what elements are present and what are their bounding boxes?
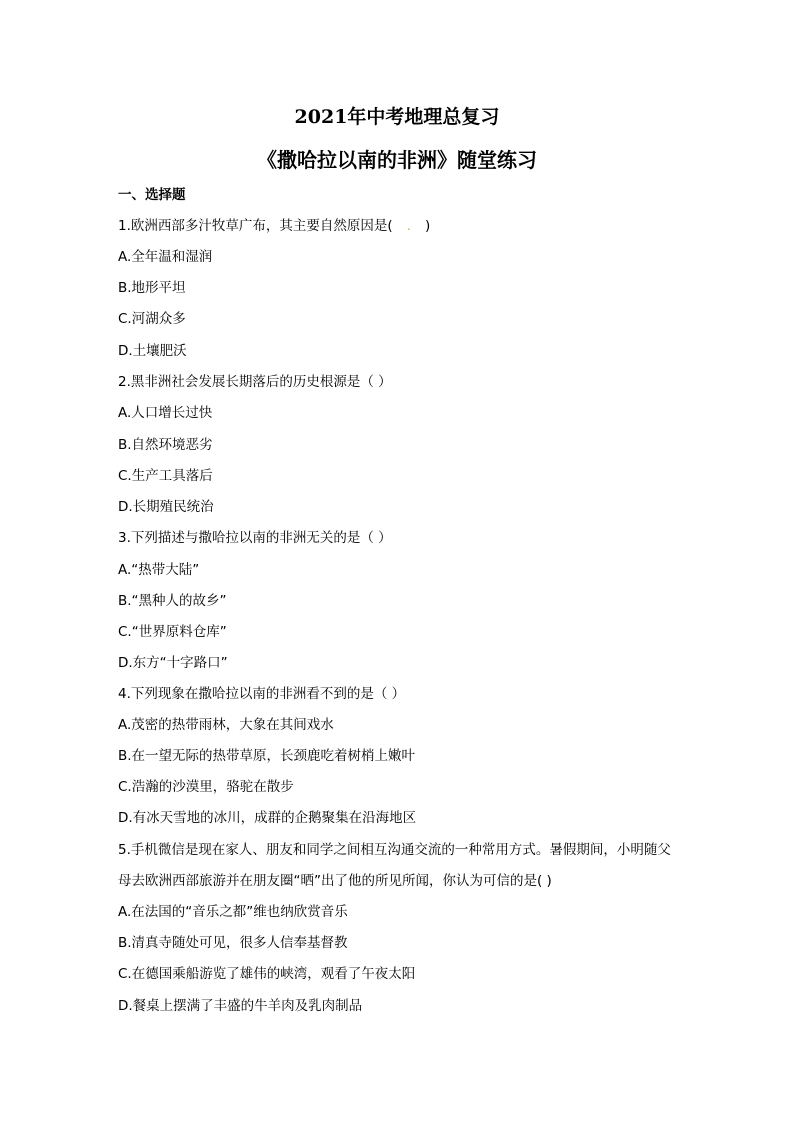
question-4-option-d: D.有冰天雪地的冰川，成群的企鹅聚集在沿海地区 xyxy=(118,810,417,826)
question-1-stem-end: ) xyxy=(424,218,431,234)
question-5-option-d: D.餐桌上摆满了丰盛的牛羊肉及乳肉制品 xyxy=(118,998,363,1014)
question-3-option-a: A.“热带大陆” xyxy=(118,562,200,578)
question-5-option-a: A.在法国的“音乐之都”维也纳欣赏音乐 xyxy=(118,904,348,920)
section-heading: 一、选择题 xyxy=(118,187,186,203)
question-3-option-d: D.东方“十字路口” xyxy=(118,655,228,671)
question-2-option-c: C.生产工具落后 xyxy=(118,468,213,484)
question-1-option-c: C.河湖众多 xyxy=(118,311,186,327)
question-1-option-a: A.全年温和湿润 xyxy=(118,249,213,265)
question-3-stem: 3.下列描述与撒哈拉以南的非洲无关的是（ ） xyxy=(118,530,392,546)
document-subtitle: 《撒哈拉以南的非洲》随堂练习 xyxy=(257,148,537,172)
question-4-option-b: B.在一望无际的热带草原，长颈鹿吃着树梢上嫩叶 xyxy=(118,748,416,764)
question-4-option-c: C.浩瀚的沙漠里，骆驼在散步 xyxy=(118,779,294,795)
question-5-option-b: B.清真寺随处可见，很多人信奉基督教 xyxy=(118,935,348,951)
question-1-option-d: D.土壤肥沃 xyxy=(118,343,187,359)
question-4-stem: 4.下列现象在撒哈拉以南的非洲看不到的是（ ） xyxy=(118,686,406,702)
question-1-option-b: B.地形平坦 xyxy=(118,280,186,296)
question-1-stem-text: 1.欧洲西部多汁牧草广布，其主要自然原因是( xyxy=(118,218,393,234)
question-3-option-c: C.“世界原料仓库” xyxy=(118,624,227,640)
question-2-option-b: B.自然环境恶劣 xyxy=(118,437,213,453)
question-4-option-a: A.茂密的热带雨林，大象在其间戏水 xyxy=(118,717,334,733)
question-2-stem: 2.黑非洲社会发展长期落后的历史根源是（ ） xyxy=(118,374,392,390)
question-2-option-a: A.人口增长过快 xyxy=(118,405,213,421)
question-1-blank-mark: . xyxy=(406,218,411,234)
question-5-stem-line-2: 母去欧洲西部旅游并在朋友圈“晒”出了他的所见所闻，你认为可信的是( ) xyxy=(118,873,552,889)
question-2-option-d: D.长期殖民统治 xyxy=(118,499,214,515)
question-3-option-b: B.“黑种人的故乡” xyxy=(118,593,227,609)
question-1-stem xyxy=(118,217,430,235)
document-title: 2021年中考地理总复习 xyxy=(294,106,500,128)
question-5-option-c: C.在德国乘船游览了雄伟的峡湾，观看了午夜太阳 xyxy=(118,966,416,982)
question-5-stem-line-1: 5.手机微信是现在家人、朋友和同学之间相互沟通交流的一种常用方式。暑假期间，小明随父 xyxy=(118,842,671,858)
